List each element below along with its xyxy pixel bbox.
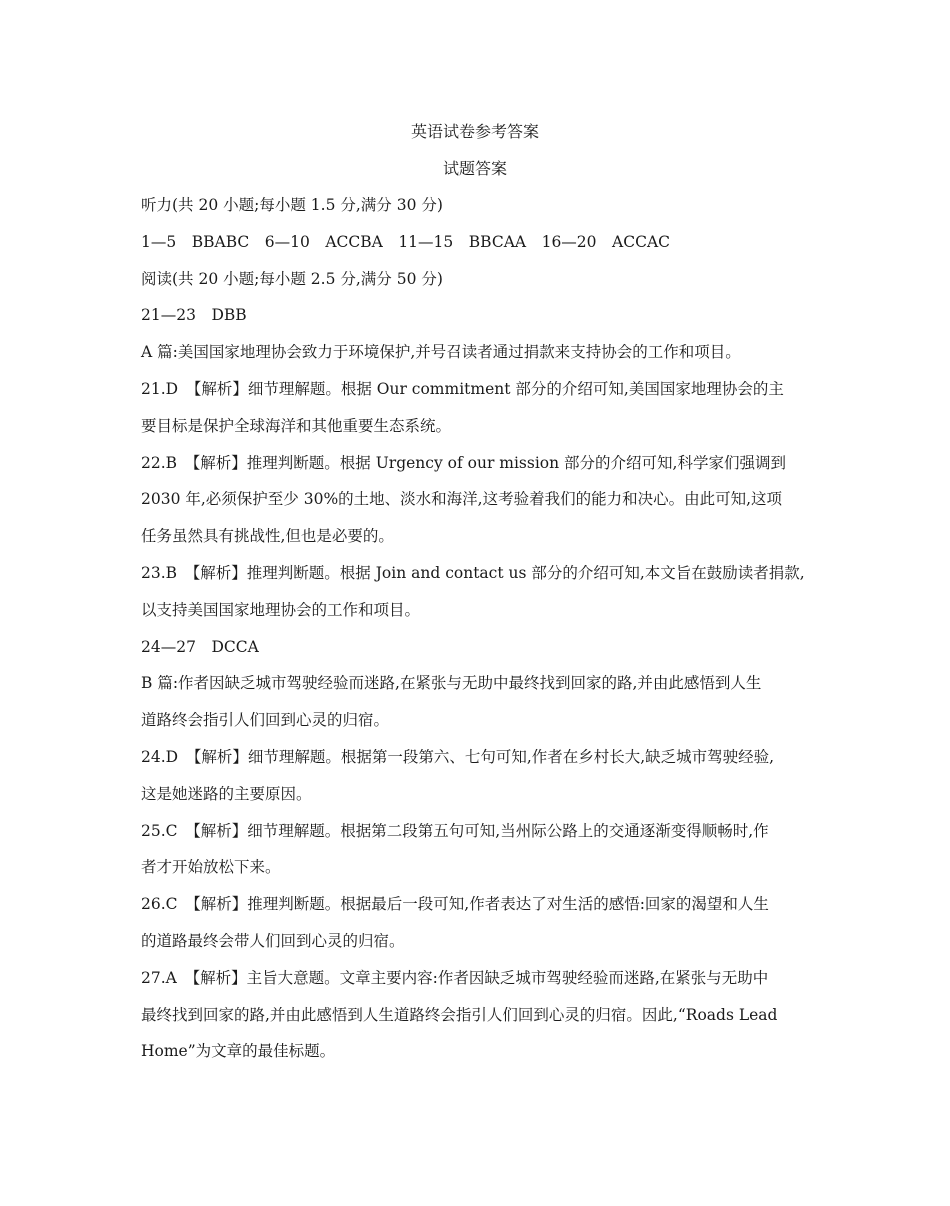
listening-answers: 1—5 BBABC 6—10 ACCBA 11—15 BBCAA 16—20 ACCAC <box>141 232 670 251</box>
answer-range-21-23: 21—23 DBB <box>141 306 247 325</box>
explanation-25-cont: 者才开始放松下来。 <box>141 858 281 877</box>
page-title: 英语试卷参考答案 <box>410 122 539 141</box>
passage-b-summary-cont: 道路终会指引人们回到心灵的归宿。 <box>141 711 390 730</box>
explanation-27: 27.A 【解析】主旨大意题。文章主要内容:作者因缺乏城市驾驶经验而迷路,在紧张与无助中 <box>141 968 769 987</box>
answer-range-24-27: 24—27 DCCA <box>141 637 259 656</box>
answer-body <box>141 193 813 1076</box>
passage-b-summary: B 篇:作者因缺乏城市驾驶经验而迷路,在紧张与无助中最终找到回家的路,并由此感悟到人生 <box>141 674 762 693</box>
explanation-23-cont: 以支持美国国家地理协会的工作和项目。 <box>141 600 421 619</box>
passage-a-summary: A 篇:美国国家地理协会致力于环境保护,并号召读者通过捐款来支持协会的工作和项目。 <box>141 343 741 362</box>
explanation-22-cont2: 任务虽然具有挑战性,但也是必要的。 <box>141 527 394 546</box>
explanation-24-cont: 这是她迷路的主要原因。 <box>141 784 312 803</box>
explanation-21: 21.D 【解析】细节理解题。根据 Our commitment 部分的介绍可知,美国国家地理协会的主 <box>141 379 784 398</box>
explanation-27-cont2: Home”为文章的最佳标题。 <box>141 1042 336 1061</box>
explanation-27-cont: 最终找到回家的路,并由此感悟到人生道路终会指引人们回到心灵的归宿。因此,“Roads Lead <box>141 1005 778 1024</box>
explanation-22-cont: 2030 年,必须保护至少 30%的土地、淡水和海洋,这考验着我们的能力和决心。由此可知,这项 <box>141 490 783 509</box>
explanation-23: 23.B 【解析】推理判断题。根据 Join and contact us 部分的介绍可知,本文旨在鼓励读者捐款, <box>141 563 805 582</box>
explanation-22: 22.B 【解析】推理判断题。根据 Urgency of our mission 部分的介绍可知,科学家们强调到 <box>141 453 786 472</box>
section-heading-reading: 阅读(共 20 小题;每小题 2.5 分,满分 50 分) <box>141 269 443 288</box>
explanation-25: 25.C 【解析】细节理解题。根据第二段第五句可知,当州际公路上的交通逐渐变得顺畅时,作 <box>141 821 769 840</box>
explanation-26-cont: 的道路最终会带人们回到心灵的归宿。 <box>141 931 405 950</box>
explanation-26: 26.C 【解析】推理判断题。根据最后一段可知,作者表达了对生活的感悟:回家的渴望和人生 <box>141 895 769 914</box>
explanation-24: 24.D 【解析】细节理解题。根据第一段第六、七句可知,作者在乡村长大,缺乏城市驾驶经验, <box>141 747 775 766</box>
explanation-21-cont: 要目标是保护全球海洋和其他重要生态系统。 <box>141 416 452 435</box>
section-heading-listening: 听力(共 20 小题;每小题 1.5 分,满分 30 分) <box>141 196 443 214</box>
page-subtitle: 试题答案 <box>442 159 507 178</box>
